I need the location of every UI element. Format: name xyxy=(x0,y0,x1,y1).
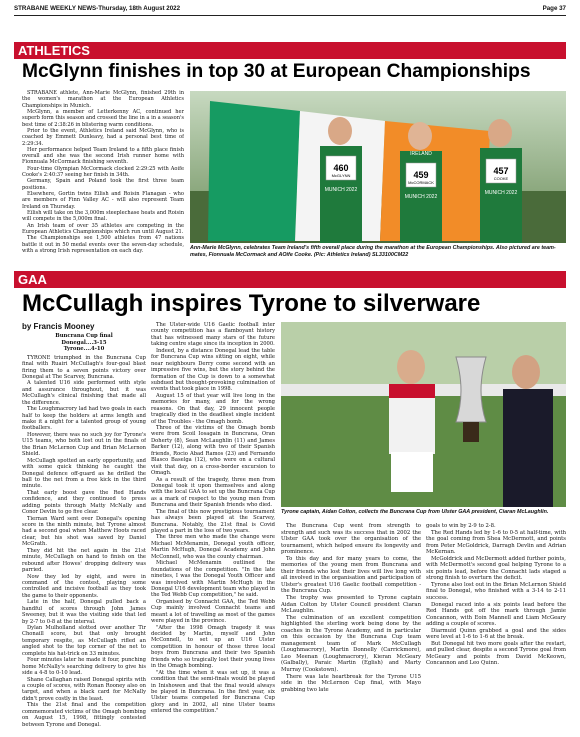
paper-date: STRABANE WEEKLY NEWS-Thursday, 18th August 2022 xyxy=(14,5,181,12)
bib-name-3: COOKE xyxy=(493,176,509,181)
paragraph: The three men who made the change were Michael McMenamin, Donegal youth officer, Martin McHugh, Donegal Academy and John McConnell, who was the county chairman. xyxy=(151,534,275,560)
paragraph: Dylan Mulholland slotted over another Tir Chonaill score, but that only brought temporary respite, as McCullagh rifled an angled shot to the top corner of the net to complete his hat-trick on 33 minutes. xyxy=(22,625,146,657)
match-result xyxy=(22,333,146,352)
section-band-gaa: GAA xyxy=(14,271,566,288)
paragraph: A talented U16 side performed with style and assurance throughout, but it was McCullagh's clinical finishing that made all the difference. xyxy=(22,380,146,406)
bib-event-2: MUNICH 2022 xyxy=(404,194,438,200)
paragraph: Three of the victims of the Omagh bomb were from Scoil Iosagain in Buncrana, Oran Doherty (8), Sean McLaughlin (11) and James Barker (12), along with two of their Spanish friends, Rocio Abad Ramos (23) and Fernando Blasco Baselga (12), who were on a cultural visit that day, on a cross-border excursion to Omagh. xyxy=(151,425,275,477)
paragraph: The trophy was presented to Tyrone captain Aidan Colton by Ulster Council president Ciaran McLaughlin. xyxy=(281,595,421,615)
paragraph: Indeed, by a distance Donegal lead the table for Buncrana Cup wins sitting on eight, while near neighbours Derry come second with an impressive five wins, but the story behind the formation of the Cup is down to a somewhat subdued but thought-provoking culmination of events that took place in 1998. xyxy=(151,347,275,393)
paragraph: But Donegal hit two more goals after the restart, and pulled clear, despite a second Tyrone goal from McGeary and points from David McKeown, Concannon and Leo Quinn. xyxy=(426,640,566,667)
headline-mccullagh: McCullagh inspires Tyrone to silverware xyxy=(22,290,481,317)
athletes-photo-caption: Ann-Marie McGlynn, celebrates Team Ireland's fifth overall place during the marathon at the European Championships. Also pictured are team-mates, Fionnuala McCormack and AOife Cooke. (Pic: Athletics Ireland) SL33100CM22 xyxy=(190,245,556,258)
bib-number-3: 457 xyxy=(493,166,509,176)
paragraph: August 15 of that year will live long in the memories for many, and for the wrong reasons. On that day, 29 innocent people tragically died in the deadliest single incident of the Troubles - the Omagh bomb. xyxy=(151,392,275,425)
tyrone-photo-caption: Tyrone captain, Aidan Colton, collects the Buncrana Cup from Ulster GAA president, Ciaran McLaughlin. xyxy=(281,509,549,515)
paragraph: The culmination of an excellent competition highlighted the sterling work being done by the coaches in the Tyrone Academy, and in particular on this occasion by the Buncrana Cup team management team of Mark McCullagh (Loughmacrory), Martin Donnelly (Carrickmore), Leo Meenan (Loughmacrory), Kieran McGeary (Galbally), Paraic Martin (Eglish) and Marty Murray (Cookstown). xyxy=(281,614,421,674)
paragraph: Shane Callaghan raised Donegal spirits with a couple of scores, with Ronan Rooney also on target, and when a black card for McNally didn't prove costly in the least. xyxy=(22,676,146,702)
vest-ireland-text: IRELAND xyxy=(410,151,432,157)
paragraph: An Irish team of over 35 athletes are competing in the European Athletics Championships which run until August 21. xyxy=(22,222,184,235)
athletes-photo xyxy=(190,91,566,243)
paragraph: They did hit the net again in the 21st minute, McCullagh on hand to finish on the rebound after Howes' dropping delivery was parried. xyxy=(22,547,146,574)
paragraph: Her performance helped Team Ireland to a fifth place finish overall and she was the second Irish runner home with Fionnuala McCormack finishing seventh. xyxy=(22,146,184,166)
paragraph: "At the time when it was set up, it was a condition that the semi-finals would be played in Inishowen and that the final would always be played in Buncrana. In the first year, six Ulster teams competed for Buncrana Cup glory and in 2002, all nine Ulster teams entered the competition." xyxy=(151,669,275,715)
paragraph: Four-time Olympian McCormack clocked 2:29:25 with Aoife Cooke's 2:40:37 seeing her finish in 34th. xyxy=(22,165,184,179)
paragraph: However, there was no such joy for Tyrone's U15 teams, who both lost out in the finals of the Brian McLernon Cup and Brian McLernon Shield. xyxy=(22,431,146,458)
paragraph: The final of this now prestigious tournament has always been played at the Scarvey, Buncrana. Notably, the 21st final is Covid played a part in the loss of two years. xyxy=(151,508,275,534)
headline-mcglynn: McGlynn finishes in top 30 at European Championships xyxy=(22,61,531,82)
paragraph: Now they led by eight, and were in command of the contest, playing some controlled and incisive football as they took the game to their opponents. xyxy=(22,573,146,599)
paragraph: goals to win by 2-9 to 2-8. xyxy=(426,523,496,529)
paragraph: Michael McMenamin outlined the foundations of the competition. "In the late nineties, I was the Donegal Youth Officer and was involved with Martin McHugh in the Donegal U16 development team who played in the Ted Webb Cup competition," he said. xyxy=(151,560,275,599)
tyrone-trophy-photo-art xyxy=(281,322,566,507)
paragraph: TYRONE triumphed in the Buncrana Cup final with Ruairi McCullagh's four-goal blast firing them to a seven points victory over Donegal at The Scarvey, Buncrana. xyxy=(22,354,146,380)
paragraph: The Buncrana Cup went from strength to strength and such was its success that in 2002 the Ulster GAA took over the organisation of the tournament, which helped ensure its longevity and prominence. xyxy=(281,523,421,556)
paragraph: Four minutes later he made it four, punching home McNally's searching delivery to give his side a 4-8 to 0-10 lead. xyxy=(22,657,146,677)
result-donegal: Donegal....3-15 xyxy=(61,339,107,346)
article-gaa-column-2 xyxy=(151,322,275,732)
paragraph: Diarmuid Quinn grabbed a goal and the sides were level at 1-6 to 1-6 at the break. xyxy=(426,627,566,641)
paragraph: "After the 1998 Omagh tragedy it was decided by Martin, myself and John McConnell, to set up an U16 Ulster competition in honour of those three local boys from Buncrana and their two Spanish friends who so tragically lost their young lives in the Omagh bombing. xyxy=(151,624,275,670)
bib-name-1: McGLYNN xyxy=(331,173,351,178)
article-mcglynn-body xyxy=(22,90,184,258)
paragraph: The Loughmacrory lad had two goals in each half to keep the holders at arms length and make it a night for a talented group of young footballers. xyxy=(22,406,146,432)
paragraph: McGlynn, a member of Letterkenny AC, continued her superb form this season and crossed the line in a in a season's best time of 2:38:26 in blistering warm conditions. xyxy=(22,108,184,128)
masthead-rule xyxy=(14,15,566,16)
paragraph: Late in the half, Donegal pulled back a handful of scores through John James Sweeney, but it was the visiting side that led by 2-7 to 0-8 at the interval. xyxy=(22,599,146,625)
paragraph: The Red Hands led by 1-6 to 0-5 at half-time, with the goal coming from Shea McDermott, and points from Peter McGoldrick, Darragh Devlin and Adrian McKernan. xyxy=(426,529,566,556)
bib-name-2: McCORMACK xyxy=(408,180,434,185)
byline: by Francis Mooney xyxy=(22,322,95,331)
page-number: Page 37 xyxy=(542,5,566,12)
tyrone-trophy-photo xyxy=(281,322,566,507)
result-competition: Buncrana Cup final xyxy=(55,333,113,340)
paragraph: McCullagh spotted an early opportunity, and with some quick thinking he caught the Donegal defence off-guard as he drilled the ball to the net from a free kick in the third minute. xyxy=(22,457,146,490)
bib-number-2: 459 xyxy=(413,170,429,180)
paragraph: STRABANE athlete, Ann-Marie McGlynn, finished 29th in the women's marathon at the European Athletics Championships in Munich. xyxy=(22,90,184,109)
bib-event-1: MUNICH 2022 xyxy=(324,187,358,193)
paragraph: That early boost gave the Red Hands confidence, and they continued to press adding points through Matty McNally and Conor Devlin to go five clear. xyxy=(22,489,146,516)
paragraph: As a result of the tragedy, three men from Donegal took it upon themselves and along with the local GAA to set up the Buncrana Cup as a mark of respect to the young men from Buncrana and their Spanish friends who died. xyxy=(151,476,275,509)
paragraph: Germany, Spain and Poland took the first three team positions. xyxy=(22,178,184,191)
masthead xyxy=(14,3,566,15)
paragraph: Tyrone also lost out in the Brian McLernon Shield final to Donegal, who finished with a 3-14 to 2-11 success. xyxy=(426,581,566,602)
article-gaa-column-4 xyxy=(426,523,566,733)
paragraph: Eilish will take on the 3,000m steeplechase heats and Roisin will compete in the 5,000m final. xyxy=(22,209,184,223)
paragraph: There was late heartbreak for the Tyrone U15 side in the McLernon Cup final, with Mayo grabbing two late xyxy=(281,673,421,693)
paragraph: This the 21st final and the competition commemorated victims of the Omagh bombing on August 15, 1998, fittingly contested between Tyrone and Donegal. xyxy=(22,702,146,728)
article-gaa-column-1 xyxy=(22,322,146,732)
bib-number-1: 460 xyxy=(333,163,349,173)
athletes-photo-art xyxy=(190,91,566,243)
paragraph: McGoldrick and McDermott added further points, with McDermott's second goal helping Tyrone to a six points lead, before the Connacht lads staged a strong finish to overturn the deficit. xyxy=(426,555,566,582)
paragraph: Organised by Connacht GAA, the Ted Webb Cup mainly involved Connacht teams and meant a lot of travelling as most of the games were played in the province. xyxy=(151,598,275,625)
paragraph: Donegal raced into a six points lead before the Red Hands got off the mark through Jamie Concannon, with Eoin Mannell and Liam McGeary adding a couple of scores. xyxy=(426,601,566,628)
paragraph: The Championships see 1,500 athletes from 47 nations battle it out in 50 medal events over the seven-day schedule, with a strong Irish representation on each day. xyxy=(22,235,184,254)
paragraph: Prior to the event, Athletics Ireland said McGlynn, who is coached by Emmett Dunleavy, had a personal best time of 2:29:34. xyxy=(22,127,184,147)
paragraph: Elsewhere, Gortin twins Eilish and Roisin Flanagan - who are members of Finn Valley AC - will also represent Team Ireland on Thursday. xyxy=(22,191,184,210)
bib-event-3: MUNICH 2022 xyxy=(484,190,518,196)
article-gaa-column-3 xyxy=(281,523,421,733)
paragraph: The Ulster-wide U16 Gaelic football inter county competition has a flamboyant history that has witnessed many stars of the future taking centre stage since its inception in 2000. xyxy=(151,322,275,348)
result-tyrone: Tyrone....4-10 xyxy=(63,346,105,353)
paragraph: To this day and for many years to come, the memories of the young men from Buncrana and their friends who lost their lives will live long with all involved in the organisation and participation of Ulster's greatest U16 Gaelic football competition - the Buncrana Cup. xyxy=(281,555,421,595)
paragraph: Tiernan Ward sent over Donegal's opening score in the ninth minute, but Tyrone almost had a second goal when Matthew Hoots raced clear, but his shot was saved by Daniel McGrath. xyxy=(22,515,146,548)
section-band-athletics: ATHLETICS xyxy=(14,42,566,59)
